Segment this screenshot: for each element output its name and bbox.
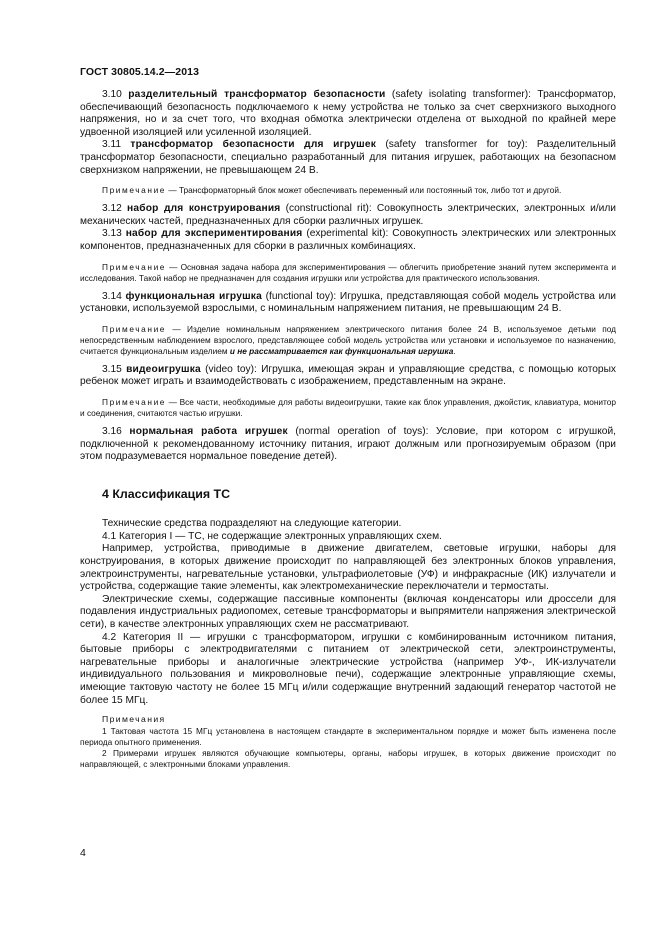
definition-term: разделительный трансформатор безопасности [128, 89, 386, 100]
note-2: 2 Примерами игрушек являются обучающие компьютеры, органы, наборы игрушек, в которых движение происходит по направляющей, с электронными блоками управления. [80, 747, 616, 769]
definition-term: нормальная работа игрушек [129, 425, 288, 437]
definition-3-14 [80, 291, 616, 316]
definition-term: функциональная игрушка [125, 290, 262, 302]
definition-number: 3.12 [102, 203, 122, 215]
definition-number: 3.13 [102, 228, 122, 240]
note-3-11 [80, 185, 616, 196]
definition-3-10 [80, 89, 616, 139]
definition-3-13 [80, 228, 616, 253]
note-dash: — [166, 185, 179, 196]
section-4-heading: 4 Классификация ТС [102, 486, 231, 501]
page-number: 4 [80, 847, 86, 859]
note-emphasis: и не рассматривается как функциональная игрушка [227, 345, 454, 356]
note-text: Все части, необходимые для работы видеоигрушки, такие как блок управления, джойстик, клавиатура, монитор и соединения, считаются частью игрушки. [80, 396, 616, 418]
definition-term: трансформатор безопасности для игрушек [130, 139, 377, 151]
definition-term: видеоигрушка [126, 363, 201, 375]
definition-term: набор для экспериментирования [125, 228, 303, 240]
section-4-intro: Технические средства подразделяют на следующие категории. [102, 518, 402, 530]
note-1: 1 Тактовая частота 15 МГц установлена в настоящем стандарте в экспериментальном порядке и может быть изменена после периода опытного применения. [80, 725, 616, 747]
notes-heading: Примечания [102, 714, 166, 725]
clause-4-2: 4.2 Категория II — игрушки с трансформатором, игрушки с комбинированным источником питания, бытовые приборы с электродвигателями с питанием от электрической сети, электроинструменты, нагревательные приборы и аналогичные электрические устройства (например УФ-, ИК-излучатели индивидуального пользования и микроволновые печи), содержащие электронные управляющие схемы, имеющие тактовую частоту не более 15 МГц и/или содержащие внутренний задающий генератор частотой не более 15 МГц. [80, 631, 616, 706]
definition-3-16 [80, 426, 616, 464]
note-label: Примечание [102, 323, 167, 334]
note-text: Изделие номинальным напряжением электрического питания более 24 В, используемое детьми под непосредственным наблюдением взрослого, представляющее собой модель устройства или установки и используемое по назначению, считается функциональным изделием [80, 323, 616, 356]
definition-3-11 [80, 139, 616, 177]
document-body [80, 89, 616, 770]
note-dash: — [166, 261, 181, 272]
definition-number: 3.16 [102, 425, 122, 437]
definition-text: (safety isolating transformer): Трансформатор, обеспечивающий безопасность подключаемого к нему устройства не только за счет сверхнизкого выходного напряжения, но и за счет того, что входная обмотка электрически отделена от выходной по крайней мере удвоенной изоляцией или усиленной изоляцией. [80, 89, 616, 138]
clause-4-1-circuits: Электрические схемы, содержащие пассивные компоненты (включая конденсаторы или дроссели для подавления индустриальных радиопомех, сетевые трансформаторы и выпрямители напряжения электрической сети), в качестве электронных управляющих схем не рассматривают. [80, 593, 616, 631]
definition-number: 3.14 [102, 290, 122, 302]
note-dash: — [166, 396, 180, 407]
definition-3-15 [80, 364, 616, 389]
definition-term: набор для конструирования [127, 203, 281, 215]
definition-text: (functional toy): Игрушка, представляющая собой модель устройства или установки, используемой взрослыми, с номинальным напряжением питания, не превышающим 24 В. [80, 290, 616, 315]
document-header: ГОСТ 30805.14.2—2013 [80, 66, 200, 78]
note-3-14 [80, 324, 616, 357]
note-label: Примечание [102, 261, 167, 272]
definition-text: (normal operation of toys): Условие, при котором с игрушкой, подключенной к рекомендованному источнику питания, играют должным или прогнозируемым образом (при этом подразумевается нормальное поведение детей). [80, 425, 616, 463]
definition-text: (video toy): Игрушка, имеющая экран и управляющие средства, с помощью которых ребенок может играть и взаимодействовать с изображением, представленным на экране. [80, 363, 616, 388]
definition-3-12 [80, 203, 616, 228]
definition-text: (constructional rit): Совокупность электрических, электронных и/или механических частей, предназначенных для сборки различных игрушек. [80, 203, 616, 227]
definition-number: 3.15 [102, 363, 122, 375]
clause-4-1: 4.1 Категория I — ТС, не содержащие электронных управляющих схем. [102, 530, 442, 542]
note-period: . [453, 345, 456, 356]
note-text: Основная задача набора для экспериментирования — облегчить приобретение знаний путем эксперимента и исследования. Такой набор не предназначен для создания игрушки или устройства для практического использования. [80, 261, 616, 283]
note-dash: — [166, 323, 187, 334]
definition-text: (experimental kit): Совокупность электрических или электронных компонентов, предназначенных для сборки в различных комбинациях. [80, 228, 616, 252]
note-3-15 [80, 397, 616, 419]
note-label: Примечание [102, 185, 167, 196]
definition-number: 3.10 [102, 89, 122, 100]
definition-number: 3.11 [102, 139, 122, 151]
note-3-13 [80, 262, 616, 284]
note-label: Примечание [102, 396, 167, 407]
clause-4-1-example: Например, устройства, приводимые в движение двигателем, световые игрушки, наборы для конструирования, в которых движение происходит по направляющей без электронных блоков управления, электроинструменты, нагревательные установки, ультрафиолетовые (УФ) и инфракрасные (ИК) излучатели и устройства, содержащие такие элементы, как электромеханические переключатели и термостаты. [80, 543, 616, 593]
definition-text: (safety transformer for toy): Разделительный трансформатор безопасности, специально разработанный для питания игрушек, работающих на безопасном сверхнизком напряжении, не превышающем 24 В. [80, 139, 616, 176]
note-text: Трансформаторный блок может обеспечивать переменный или постоянный ток, либо тот и другой. [178, 185, 562, 196]
